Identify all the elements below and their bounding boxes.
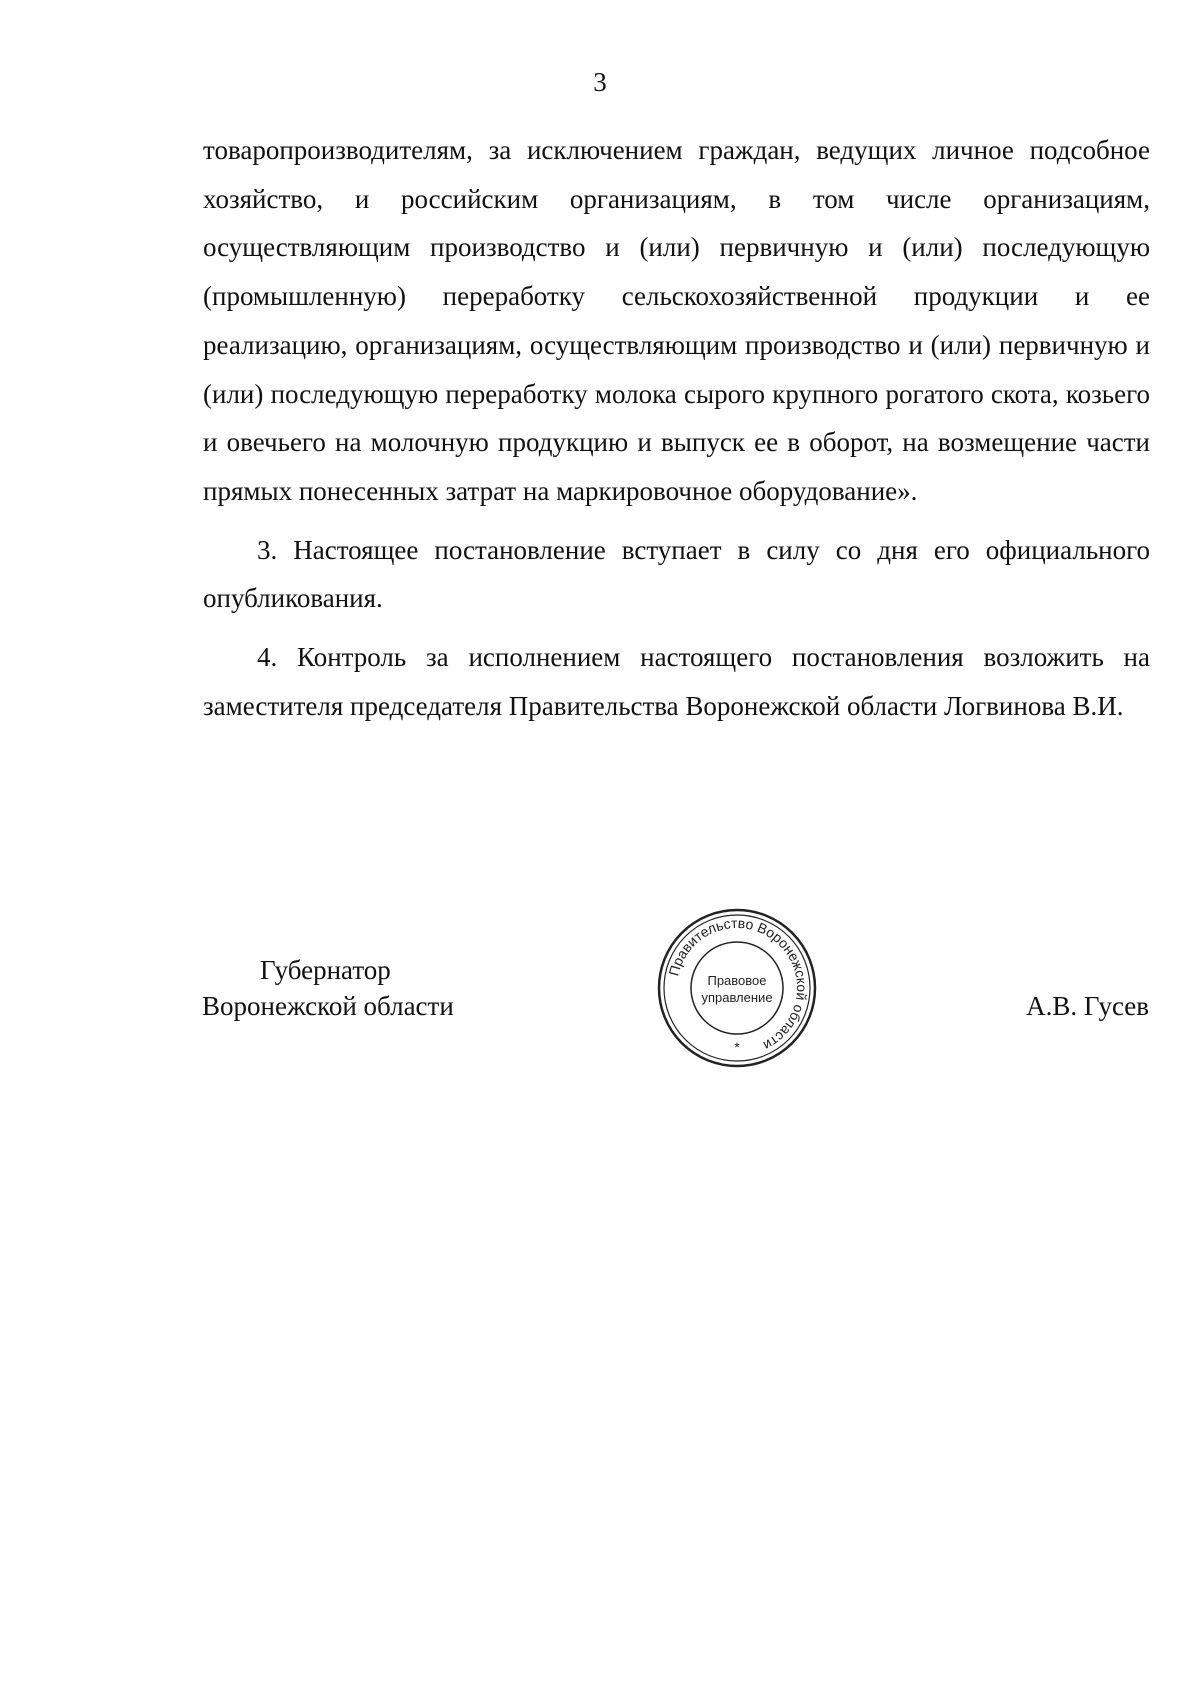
stamp-star: * bbox=[734, 1039, 740, 1055]
signatory-title-line1: Губернатор bbox=[260, 955, 391, 985]
official-stamp bbox=[656, 907, 818, 1069]
signatory-title-line2: Воронежской области bbox=[202, 991, 454, 1021]
page-number: 3 bbox=[593, 67, 607, 97]
stamp-outer-text: Правительство Воронежской области bbox=[665, 914, 811, 1055]
paragraph-item-4: 4. Контроль за исполнением настоящего постановления возложить на заместителя председателя Правительства Воронежской области Логвинова В.И. bbox=[203, 642, 1150, 721]
document-body bbox=[203, 126, 1150, 730]
paragraph-continuation: товаропроизводителям, за исключением граждан, ведущих личное подсобное хозяйство, и российским организациям, в том числе организациям, осуществляющим производство и (или) первичную и (или) последующую (промышленную) переработку сельскохозяйственной продукции и ее реализацию, организациям, осуществляющим производство и (или) первичную и (или) последующую переработку молока сырого крупного рогатого скота, козьего и овечьего на молочную продукцию и выпуск ее в оборот, на возмещение части прямых понесенных затрат на маркировочное оборудование». bbox=[203, 135, 1150, 506]
stamp-center-line1: Правовое bbox=[707, 973, 767, 988]
stamp-center-line2: управление bbox=[701, 990, 773, 1005]
paragraph-item-3: 3. Настоящее постановление вступает в силу со дня его официального опубликования. bbox=[203, 534, 1150, 614]
signatory-name: А.В. Гусев bbox=[1026, 991, 1149, 1021]
signatory-title bbox=[202, 952, 454, 1024]
